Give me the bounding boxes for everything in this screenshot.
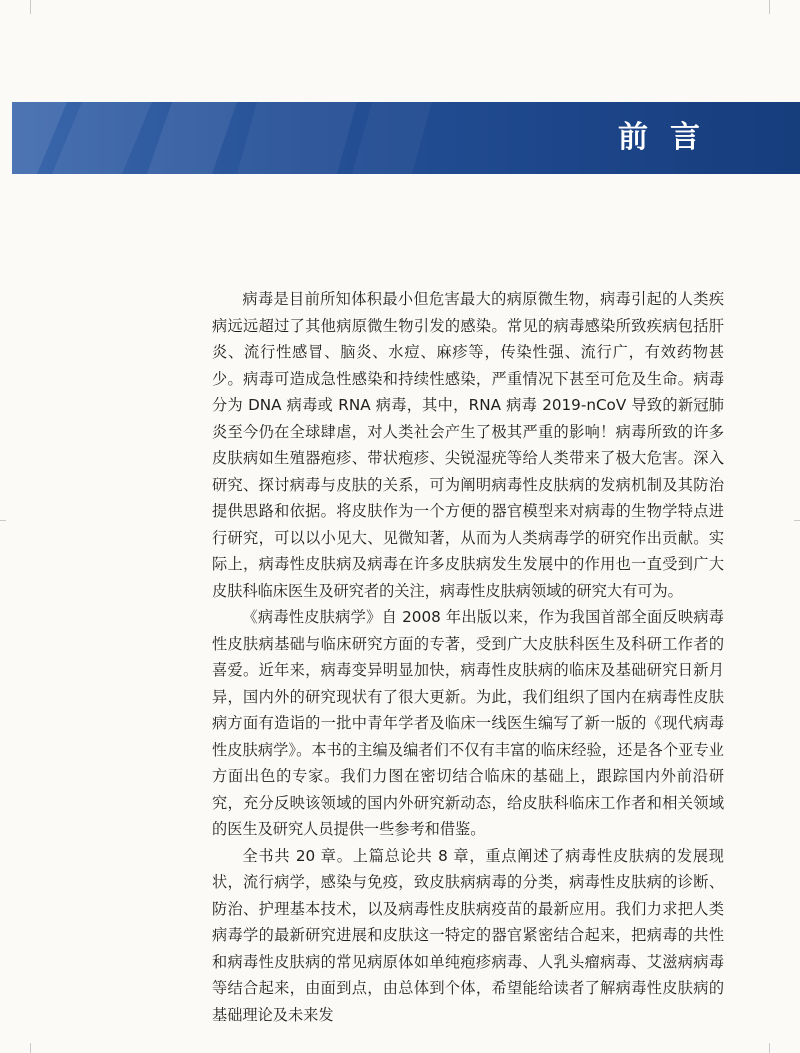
crop-mark <box>30 1043 31 1053</box>
paragraph: 病毒是目前所知体积最小但危害最大的病原微生物，病毒引起的人类疾病远远超过了其他病原微生物引发的感染。常见的病毒感染所致疾病包括肝炎、流行性感冒、脑炎、水痘、麻疹等，传染性强、流行广，有效药物甚少。病毒可造成急性感染和持续性感染，严重情况下甚至可危及生命。病毒分为 DNA 病毒或 RNA 病毒，其中，RNA 病毒 2019-nCoV 导致的新冠肺炎至今仍在全球肆虐，对人类社会产生了极其严重的影响！病毒所致的许多皮肤病如生殖器疱疹、带状疱疹、尖锐湿疣等给人类带来了极大危害。深入研究、探讨病毒与皮肤的关系，可为阐明病毒性皮肤病的发病机制及其防治提供思路和依据。将皮肤作为一个方便的器官模型来对病毒的生物学特点进行研究，可以以小见大、见微知著，从而为人类病毒学的研究作出贡献。实际上，病毒性皮肤病及病毒在许多皮肤病发生发展中的作用也一直受到广大皮肤科临床医生及研究者的关注，病毒性皮肤病领域的研究大有可为。 <box>212 290 724 600</box>
page-title: 前言 <box>618 120 722 155</box>
paragraph: 全书共 20 章。上篇总论共 8 章，重点阐述了病毒性皮肤病的发展现状，流行病学，感染与免疫，致皮肤病病毒的分类，病毒性皮肤病的诊断、防治、护理基本技术，以及病毒性皮肤病疫苗的最新应用。我们力求把人类病毒学的最新研究进展和皮肤这一特定的器官紧密结合起来，把病毒的共性和病毒性皮肤病的常见病原体如单纯疱疹病毒、人乳头瘤病毒、艾滋病病毒等结合起来，由面到点，由总体到个体，希望能给读者了解病毒性皮肤病的基础理论及未来发 <box>212 846 724 1024</box>
paragraph: 《病毒性皮肤病学》自 2008 年出版以来，作为我国首部全面反映病毒性皮肤病基础与临床研究方面的专著，受到广大皮肤科医生及科研工作者的喜爱。近年来，病毒变异明显加快，病毒性皮肤病的临床及基础研究日新月异，国内外的研究现状有了很大更新。为此，我们组织了国内在病毒性皮肤病方面有造诣的一批中青年学者及临床一线医生编写了新一版的《现代病毒性皮肤病学》。本书的主编及编者们不仅有丰富的临床经验，还是各个亚专业方面出色的专家。我们力图在密切结合临床的基础上，跟踪国内外前沿研究，充分反映该领域的国内外研究新动态，给皮肤科临床工作者和相关领域的医生及研究人员提供一些参考和借鉴。 <box>212 608 724 838</box>
preface-body <box>212 286 724 1028</box>
crop-mark <box>794 520 800 521</box>
crop-mark <box>30 0 31 14</box>
header-banner <box>12 102 800 174</box>
crop-mark <box>0 520 6 521</box>
crop-mark <box>769 1043 770 1053</box>
crop-mark <box>769 0 770 14</box>
